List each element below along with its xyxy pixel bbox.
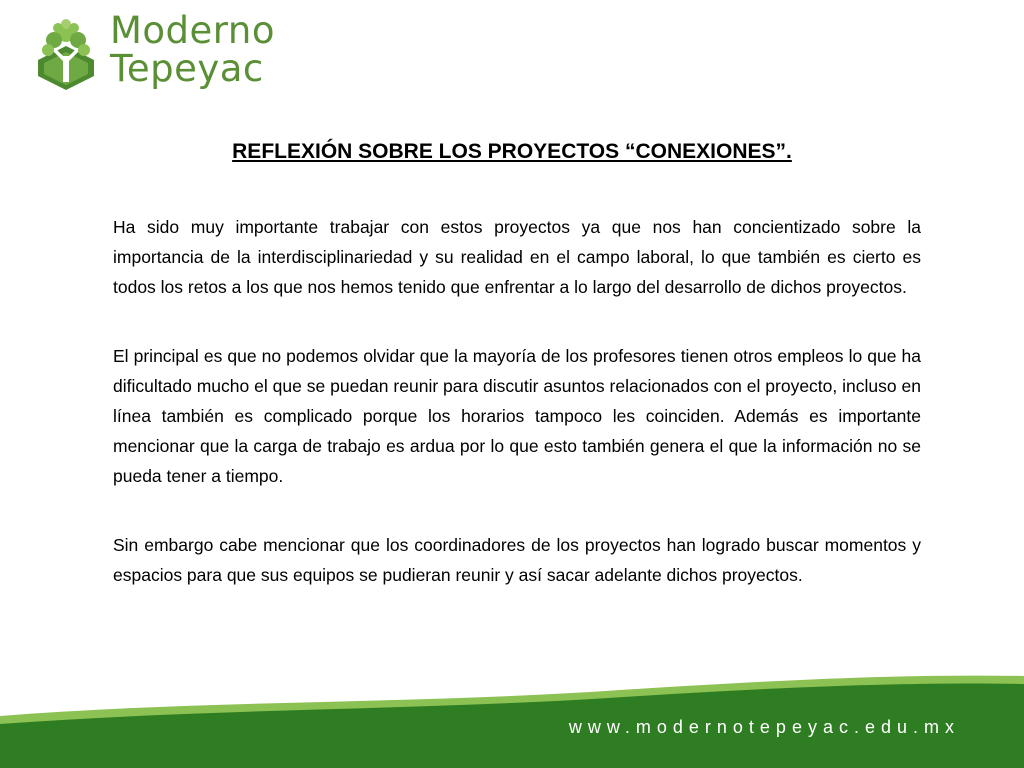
paragraph-2: El principal es que no podemos olvidar que la mayoría de los profesores tienen otros empleos lo que ha dificultado mucho el que se puedan reunir para discutir asuntos relacionados con el proyecto, incluso en línea también es complicado porque los horarios tampoco les coinciden. Además es importante mencionar que la carga de trabajo es ardua por lo que esto también genera el que la información no se pueda tener a tiempo.	[113, 346, 921, 486]
footer-band	[0, 660, 1024, 768]
paragraph-3: Sin embargo cabe mencionar que los coordinadores de los proyectos han logrado buscar momentos y espacios para que sus equipos se pudieran reunir y así sacar adelante dichos proyectos.	[113, 535, 921, 586]
paragraph-1: Ha sido muy importante trabajar con estos proyectos ya que nos han concientizado sobre la importancia de la interdisciplinariedad y su realidad en el campo laboral, lo que también es cierto es todos los retos a los que nos hemos tenido que enfrentar a lo largo del desarrollo de dichos proyectos.	[113, 217, 921, 297]
website-link[interactable]: www.modernotepeyac.edu.mx	[568, 717, 960, 737]
brand-name	[110, 9, 275, 90]
body-text	[113, 213, 921, 591]
brand-line-1: Moderno	[110, 9, 275, 52]
brand-line-2: Tepeyac	[110, 47, 264, 90]
logo	[28, 9, 318, 94]
footer-wave	[0, 660, 1024, 768]
page-title: REFLEXIÓN SOBRE LOS PROYECTOS “CONEXIONES”.	[232, 140, 792, 163]
tree-logo-icon	[28, 16, 104, 92]
